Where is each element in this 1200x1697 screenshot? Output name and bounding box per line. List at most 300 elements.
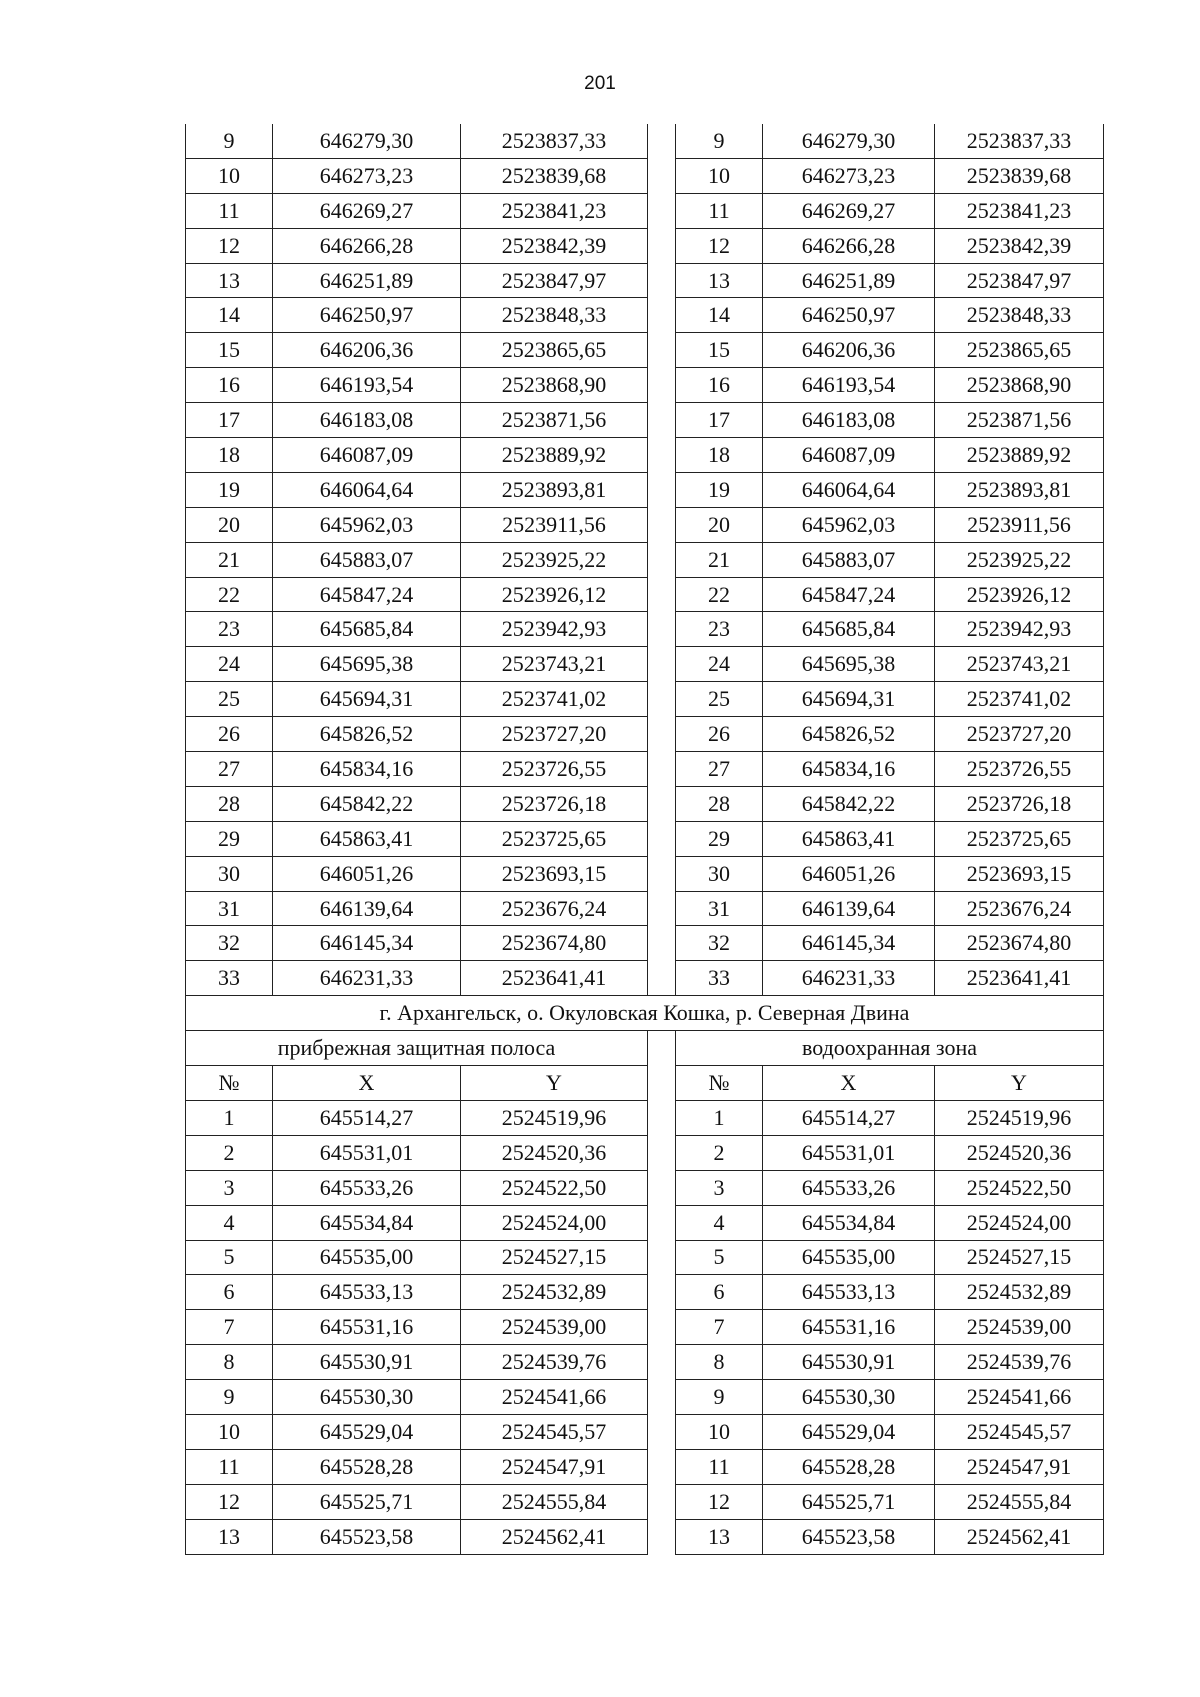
right-point-number: 23: [676, 612, 763, 647]
left-y-coordinate: 2523926,12: [461, 577, 648, 612]
table-gap: [648, 472, 676, 507]
table-gap: [648, 1066, 676, 1101]
left-y-coordinate: 2523741,02: [461, 682, 648, 717]
right-y-coordinate: 2523726,18: [935, 786, 1104, 821]
left-x-coordinate: 645535,00: [273, 1240, 461, 1275]
right-x-coordinate: 645826,52: [763, 717, 935, 752]
table-row: [186, 717, 1104, 752]
left-y-coordinate: 2524532,89: [461, 1275, 648, 1310]
right-point-number: 3: [676, 1170, 763, 1205]
left-point-number: 3: [186, 1170, 273, 1205]
left-x-coordinate: 645883,07: [273, 542, 461, 577]
table-row: [186, 577, 1104, 612]
table-row: [186, 333, 1104, 368]
right-y-coordinate: 2523693,15: [935, 856, 1104, 891]
right-point-number: 21: [676, 542, 763, 577]
left-point-number: 26: [186, 717, 273, 752]
right-point-number: 24: [676, 647, 763, 682]
table-row: [186, 1100, 1104, 1135]
left-point-number: 10: [186, 1414, 273, 1449]
table-row: [186, 682, 1104, 717]
right-y-coordinate: 2524562,41: [935, 1519, 1104, 1554]
right-y-coordinate: 2523839,68: [935, 158, 1104, 193]
right-y-coordinate: 2524520,36: [935, 1135, 1104, 1170]
left-x-coordinate: 645514,27: [273, 1100, 461, 1135]
right-x-coordinate: 645533,13: [763, 1275, 935, 1310]
table-row: [186, 647, 1104, 682]
table-gap: [648, 1519, 676, 1554]
right-y-coordinate: 2523926,12: [935, 577, 1104, 612]
left-x-coordinate: 645826,52: [273, 717, 461, 752]
right-point-number: 5: [676, 1240, 763, 1275]
right-point-number: 10: [676, 1414, 763, 1449]
table-row: [186, 1484, 1104, 1519]
column-headers-row: [186, 1066, 1104, 1101]
right-col-x-header: X: [763, 1066, 935, 1101]
left-y-coordinate: 2523743,21: [461, 647, 648, 682]
left-x-coordinate: 645530,91: [273, 1345, 461, 1380]
table-row: [186, 1449, 1104, 1484]
left-point-number: 5: [186, 1240, 273, 1275]
right-x-coordinate: 646273,23: [763, 158, 935, 193]
right-y-coordinate: 2524555,84: [935, 1484, 1104, 1519]
left-x-coordinate: 645523,58: [273, 1519, 461, 1554]
table-gap: [648, 193, 676, 228]
right-x-coordinate: 645685,84: [763, 612, 935, 647]
left-point-number: 30: [186, 856, 273, 891]
right-col-y-header: Y: [935, 1066, 1104, 1101]
right-y-coordinate: 2523871,56: [935, 403, 1104, 438]
right-y-coordinate: 2524524,00: [935, 1205, 1104, 1240]
left-x-coordinate: 646139,64: [273, 891, 461, 926]
table-gap: [648, 1380, 676, 1415]
right-x-coordinate: 646231,33: [763, 961, 935, 996]
left-x-coordinate: 645530,30: [273, 1380, 461, 1415]
right-x-coordinate: 645525,71: [763, 1484, 935, 1519]
left-point-number: 15: [186, 333, 273, 368]
left-x-coordinate: 646206,36: [273, 333, 461, 368]
table-row: [186, 1275, 1104, 1310]
right-x-coordinate: 646139,64: [763, 891, 935, 926]
table-row: [186, 821, 1104, 856]
right-x-coordinate: 646269,27: [763, 193, 935, 228]
right-x-coordinate: 645962,03: [763, 507, 935, 542]
right-x-coordinate: 646087,09: [763, 438, 935, 473]
table-row: [186, 124, 1104, 158]
left-y-coordinate: 2523641,41: [461, 961, 648, 996]
table-gap: [648, 507, 676, 542]
table-row: [186, 612, 1104, 647]
table-row: [186, 891, 1104, 926]
table-row: [186, 507, 1104, 542]
left-point-number: 28: [186, 786, 273, 821]
right-x-coordinate: 646250,97: [763, 298, 935, 333]
table-gap: [648, 1345, 676, 1380]
table-gap: [648, 1275, 676, 1310]
right-y-coordinate: 2523868,90: [935, 368, 1104, 403]
right-point-number: 18: [676, 438, 763, 473]
right-point-number: 16: [676, 368, 763, 403]
left-y-coordinate: 2524545,57: [461, 1414, 648, 1449]
table-gap: [648, 1484, 676, 1519]
table-row: [186, 1380, 1104, 1415]
right-y-coordinate: 2524532,89: [935, 1275, 1104, 1310]
table-row: [186, 856, 1104, 891]
table-gap: [648, 368, 676, 403]
table-row: [186, 298, 1104, 333]
left-y-coordinate: 2524555,84: [461, 1484, 648, 1519]
left-x-coordinate: 646250,97: [273, 298, 461, 333]
left-point-number: 24: [186, 647, 273, 682]
right-x-coordinate: 646183,08: [763, 403, 935, 438]
right-y-coordinate: 2524527,15: [935, 1240, 1104, 1275]
right-point-number: 10: [676, 158, 763, 193]
left-point-number: 23: [186, 612, 273, 647]
right-y-coordinate: 2523847,97: [935, 263, 1104, 298]
coordinates-table: [185, 124, 1104, 1555]
left-point-number: 27: [186, 752, 273, 787]
left-point-number: 18: [186, 438, 273, 473]
left-point-number: 19: [186, 472, 273, 507]
left-x-coordinate: 645694,31: [273, 682, 461, 717]
right-y-coordinate: 2523725,65: [935, 821, 1104, 856]
table-row: [186, 961, 1104, 996]
table-gap: [648, 542, 676, 577]
table-gap: [648, 124, 676, 158]
table-gap: [648, 1310, 676, 1345]
table-row: [186, 1170, 1104, 1205]
table-row: [186, 542, 1104, 577]
left-point-number: 31: [186, 891, 273, 926]
left-point-number: 16: [186, 368, 273, 403]
left-point-number: 12: [186, 1484, 273, 1519]
left-point-number: 12: [186, 228, 273, 263]
right-y-coordinate: 2524522,50: [935, 1170, 1104, 1205]
top-section: [186, 124, 1104, 996]
right-y-coordinate: 2524539,00: [935, 1310, 1104, 1345]
right-point-number: 12: [676, 228, 763, 263]
table-gap: [648, 333, 676, 368]
right-y-coordinate: 2523676,24: [935, 891, 1104, 926]
left-point-number: 10: [186, 158, 273, 193]
left-x-coordinate: 646183,08: [273, 403, 461, 438]
left-y-coordinate: 2523726,18: [461, 786, 648, 821]
right-point-number: 32: [676, 926, 763, 961]
table-row: [186, 228, 1104, 263]
left-x-coordinate: 646231,33: [273, 961, 461, 996]
table-row: [186, 403, 1104, 438]
table-row: [186, 193, 1104, 228]
right-y-coordinate: 2523743,21: [935, 647, 1104, 682]
table-gap: [648, 1135, 676, 1170]
right-x-coordinate: 646051,26: [763, 856, 935, 891]
left-x-coordinate: 646273,23: [273, 158, 461, 193]
table-gap: [648, 438, 676, 473]
left-y-coordinate: 2523674,80: [461, 926, 648, 961]
left-y-coordinate: 2523837,33: [461, 124, 648, 158]
right-x-coordinate: 645530,91: [763, 1345, 935, 1380]
right-zone-header: водоохранная зона: [676, 1031, 1104, 1066]
right-point-number: 11: [676, 1449, 763, 1484]
table-row: [186, 1519, 1104, 1554]
table-row: [186, 438, 1104, 473]
right-col-number-header: №: [676, 1066, 763, 1101]
left-y-coordinate: 2523911,56: [461, 507, 648, 542]
left-x-coordinate: 646279,30: [273, 124, 461, 158]
left-y-coordinate: 2523726,55: [461, 752, 648, 787]
right-x-coordinate: 646251,89: [763, 263, 935, 298]
right-point-number: 29: [676, 821, 763, 856]
right-x-coordinate: 645514,27: [763, 1100, 935, 1135]
left-y-coordinate: 2523925,22: [461, 542, 648, 577]
table-gap: [648, 298, 676, 333]
right-x-coordinate: 645528,28: [763, 1449, 935, 1484]
right-y-coordinate: 2523942,93: [935, 612, 1104, 647]
right-x-coordinate: 646145,34: [763, 926, 935, 961]
right-y-coordinate: 2523641,41: [935, 961, 1104, 996]
table-gap: [648, 403, 676, 438]
table-row: [186, 158, 1104, 193]
left-point-number: 25: [186, 682, 273, 717]
right-point-number: 17: [676, 403, 763, 438]
left-x-coordinate: 645533,26: [273, 1170, 461, 1205]
right-point-number: 4: [676, 1205, 763, 1240]
table-row: [186, 752, 1104, 787]
table-gap: [648, 717, 676, 752]
section-heading: [186, 996, 1104, 1101]
left-x-coordinate: 646087,09: [273, 438, 461, 473]
table-row: [186, 1414, 1104, 1449]
left-x-coordinate: 646193,54: [273, 368, 461, 403]
left-y-coordinate: 2523839,68: [461, 158, 648, 193]
right-x-coordinate: 646064,64: [763, 472, 935, 507]
right-point-number: 22: [676, 577, 763, 612]
left-point-number: 11: [186, 1449, 273, 1484]
table-gap: [648, 612, 676, 647]
table-row: [186, 926, 1104, 961]
section-title-row: [186, 996, 1104, 1031]
table-gap: [648, 1170, 676, 1205]
left-y-coordinate: 2523868,90: [461, 368, 648, 403]
right-point-number: 30: [676, 856, 763, 891]
left-col-x-header: X: [273, 1066, 461, 1101]
left-y-coordinate: 2523865,65: [461, 333, 648, 368]
right-y-coordinate: 2523841,23: [935, 193, 1104, 228]
right-y-coordinate: 2523674,80: [935, 926, 1104, 961]
table-gap: [648, 1240, 676, 1275]
page-number: 201: [584, 73, 616, 94]
left-x-coordinate: 646064,64: [273, 472, 461, 507]
left-y-coordinate: 2524562,41: [461, 1519, 648, 1554]
table-gap: [648, 891, 676, 926]
right-y-coordinate: 2523726,55: [935, 752, 1104, 787]
right-point-number: 27: [676, 752, 763, 787]
left-point-number: 2: [186, 1135, 273, 1170]
right-x-coordinate: 646279,30: [763, 124, 935, 158]
left-x-coordinate: 646269,27: [273, 193, 461, 228]
left-y-coordinate: 2524539,76: [461, 1345, 648, 1380]
table-gap: [648, 856, 676, 891]
right-x-coordinate: 645534,84: [763, 1205, 935, 1240]
left-x-coordinate: 645528,28: [273, 1449, 461, 1484]
left-y-coordinate: 2523847,97: [461, 263, 648, 298]
section-title: г. Архангельск, о. Окуловская Кошка, р. Северная Двина: [186, 996, 1104, 1031]
table-gap: [648, 647, 676, 682]
left-x-coordinate: 645525,71: [273, 1484, 461, 1519]
right-point-number: 19: [676, 472, 763, 507]
right-point-number: 9: [676, 1380, 763, 1415]
zone-headers-row: [186, 1031, 1104, 1066]
table-gap: [648, 158, 676, 193]
right-point-number: 33: [676, 961, 763, 996]
right-y-coordinate: 2524545,57: [935, 1414, 1104, 1449]
right-y-coordinate: 2523893,81: [935, 472, 1104, 507]
right-x-coordinate: 645531,16: [763, 1310, 935, 1345]
left-point-number: 6: [186, 1275, 273, 1310]
right-point-number: 28: [676, 786, 763, 821]
left-point-number: 29: [186, 821, 273, 856]
right-point-number: 6: [676, 1275, 763, 1310]
left-x-coordinate: 645529,04: [273, 1414, 461, 1449]
left-point-number: 17: [186, 403, 273, 438]
right-y-coordinate: 2523741,02: [935, 682, 1104, 717]
table-gap: [648, 1205, 676, 1240]
left-x-coordinate: 646051,26: [273, 856, 461, 891]
right-y-coordinate: 2524541,66: [935, 1380, 1104, 1415]
table-gap: [648, 1414, 676, 1449]
table-gap: [648, 682, 676, 717]
left-x-coordinate: 646145,34: [273, 926, 461, 961]
left-x-coordinate: 645531,01: [273, 1135, 461, 1170]
left-x-coordinate: 645847,24: [273, 577, 461, 612]
table-gap: [648, 263, 676, 298]
left-x-coordinate: 645534,84: [273, 1205, 461, 1240]
left-point-number: 33: [186, 961, 273, 996]
left-y-coordinate: 2523841,23: [461, 193, 648, 228]
right-point-number: 15: [676, 333, 763, 368]
left-y-coordinate: 2524522,50: [461, 1170, 648, 1205]
left-y-coordinate: 2524539,00: [461, 1310, 648, 1345]
table-gap: [648, 926, 676, 961]
left-y-coordinate: 2523889,92: [461, 438, 648, 473]
left-y-coordinate: 2524547,91: [461, 1449, 648, 1484]
left-point-number: 21: [186, 542, 273, 577]
left-point-number: 13: [186, 1519, 273, 1554]
table-gap: [648, 821, 676, 856]
right-y-coordinate: 2523727,20: [935, 717, 1104, 752]
left-y-coordinate: 2524519,96: [461, 1100, 648, 1135]
right-y-coordinate: 2523848,33: [935, 298, 1104, 333]
table-row: [186, 1345, 1104, 1380]
left-point-number: 9: [186, 124, 273, 158]
right-x-coordinate: 645531,01: [763, 1135, 935, 1170]
left-y-coordinate: 2523848,33: [461, 298, 648, 333]
table-gap: [648, 961, 676, 996]
left-y-coordinate: 2523842,39: [461, 228, 648, 263]
right-x-coordinate: 646193,54: [763, 368, 935, 403]
left-y-coordinate: 2523871,56: [461, 403, 648, 438]
left-col-number-header: №: [186, 1066, 273, 1101]
left-x-coordinate: 646251,89: [273, 263, 461, 298]
right-x-coordinate: 645834,16: [763, 752, 935, 787]
table-row: [186, 472, 1104, 507]
right-x-coordinate: 645847,24: [763, 577, 935, 612]
left-col-y-header: Y: [461, 1066, 648, 1101]
left-x-coordinate: 645695,38: [273, 647, 461, 682]
left-y-coordinate: 2523676,24: [461, 891, 648, 926]
table-row: [186, 1205, 1104, 1240]
table-row: [186, 1135, 1104, 1170]
right-x-coordinate: 645694,31: [763, 682, 935, 717]
left-x-coordinate: 645533,13: [273, 1275, 461, 1310]
left-x-coordinate: 645962,03: [273, 507, 461, 542]
right-x-coordinate: 645529,04: [763, 1414, 935, 1449]
right-y-coordinate: 2523911,56: [935, 507, 1104, 542]
right-x-coordinate: 645530,30: [763, 1380, 935, 1415]
table-gap: [648, 1100, 676, 1135]
left-point-number: 22: [186, 577, 273, 612]
right-x-coordinate: 645883,07: [763, 542, 935, 577]
left-point-number: 20: [186, 507, 273, 542]
left-y-coordinate: 2523942,93: [461, 612, 648, 647]
right-point-number: 2: [676, 1135, 763, 1170]
table-row: [186, 786, 1104, 821]
bottom-section: [186, 1100, 1104, 1554]
left-y-coordinate: 2523893,81: [461, 472, 648, 507]
left-point-number: 9: [186, 1380, 273, 1415]
right-x-coordinate: 645695,38: [763, 647, 935, 682]
table-gap: [648, 786, 676, 821]
left-point-number: 11: [186, 193, 273, 228]
right-point-number: 25: [676, 682, 763, 717]
right-point-number: 13: [676, 1519, 763, 1554]
right-point-number: 7: [676, 1310, 763, 1345]
right-point-number: 1: [676, 1100, 763, 1135]
right-point-number: 13: [676, 263, 763, 298]
left-point-number: 4: [186, 1205, 273, 1240]
right-point-number: 8: [676, 1345, 763, 1380]
right-x-coordinate: 645523,58: [763, 1519, 935, 1554]
left-point-number: 8: [186, 1345, 273, 1380]
right-y-coordinate: 2524539,76: [935, 1345, 1104, 1380]
table-gap: [648, 228, 676, 263]
table-row: [186, 368, 1104, 403]
right-point-number: 9: [676, 124, 763, 158]
left-point-number: 13: [186, 263, 273, 298]
table-row: [186, 1240, 1104, 1275]
right-y-coordinate: 2523925,22: [935, 542, 1104, 577]
table-gap: [648, 577, 676, 612]
table-row: [186, 1310, 1104, 1345]
right-point-number: 11: [676, 193, 763, 228]
left-x-coordinate: 646266,28: [273, 228, 461, 263]
left-x-coordinate: 645863,41: [273, 821, 461, 856]
left-point-number: 7: [186, 1310, 273, 1345]
left-x-coordinate: 645531,16: [273, 1310, 461, 1345]
right-y-coordinate: 2524519,96: [935, 1100, 1104, 1135]
right-point-number: 14: [676, 298, 763, 333]
right-x-coordinate: 645842,22: [763, 786, 935, 821]
left-zone-header: прибрежная защитная полоса: [186, 1031, 648, 1066]
left-point-number: 32: [186, 926, 273, 961]
left-y-coordinate: 2524541,66: [461, 1380, 648, 1415]
right-y-coordinate: 2523889,92: [935, 438, 1104, 473]
right-point-number: 26: [676, 717, 763, 752]
right-y-coordinate: 2523842,39: [935, 228, 1104, 263]
left-y-coordinate: 2524520,36: [461, 1135, 648, 1170]
left-x-coordinate: 645834,16: [273, 752, 461, 787]
left-point-number: 14: [186, 298, 273, 333]
